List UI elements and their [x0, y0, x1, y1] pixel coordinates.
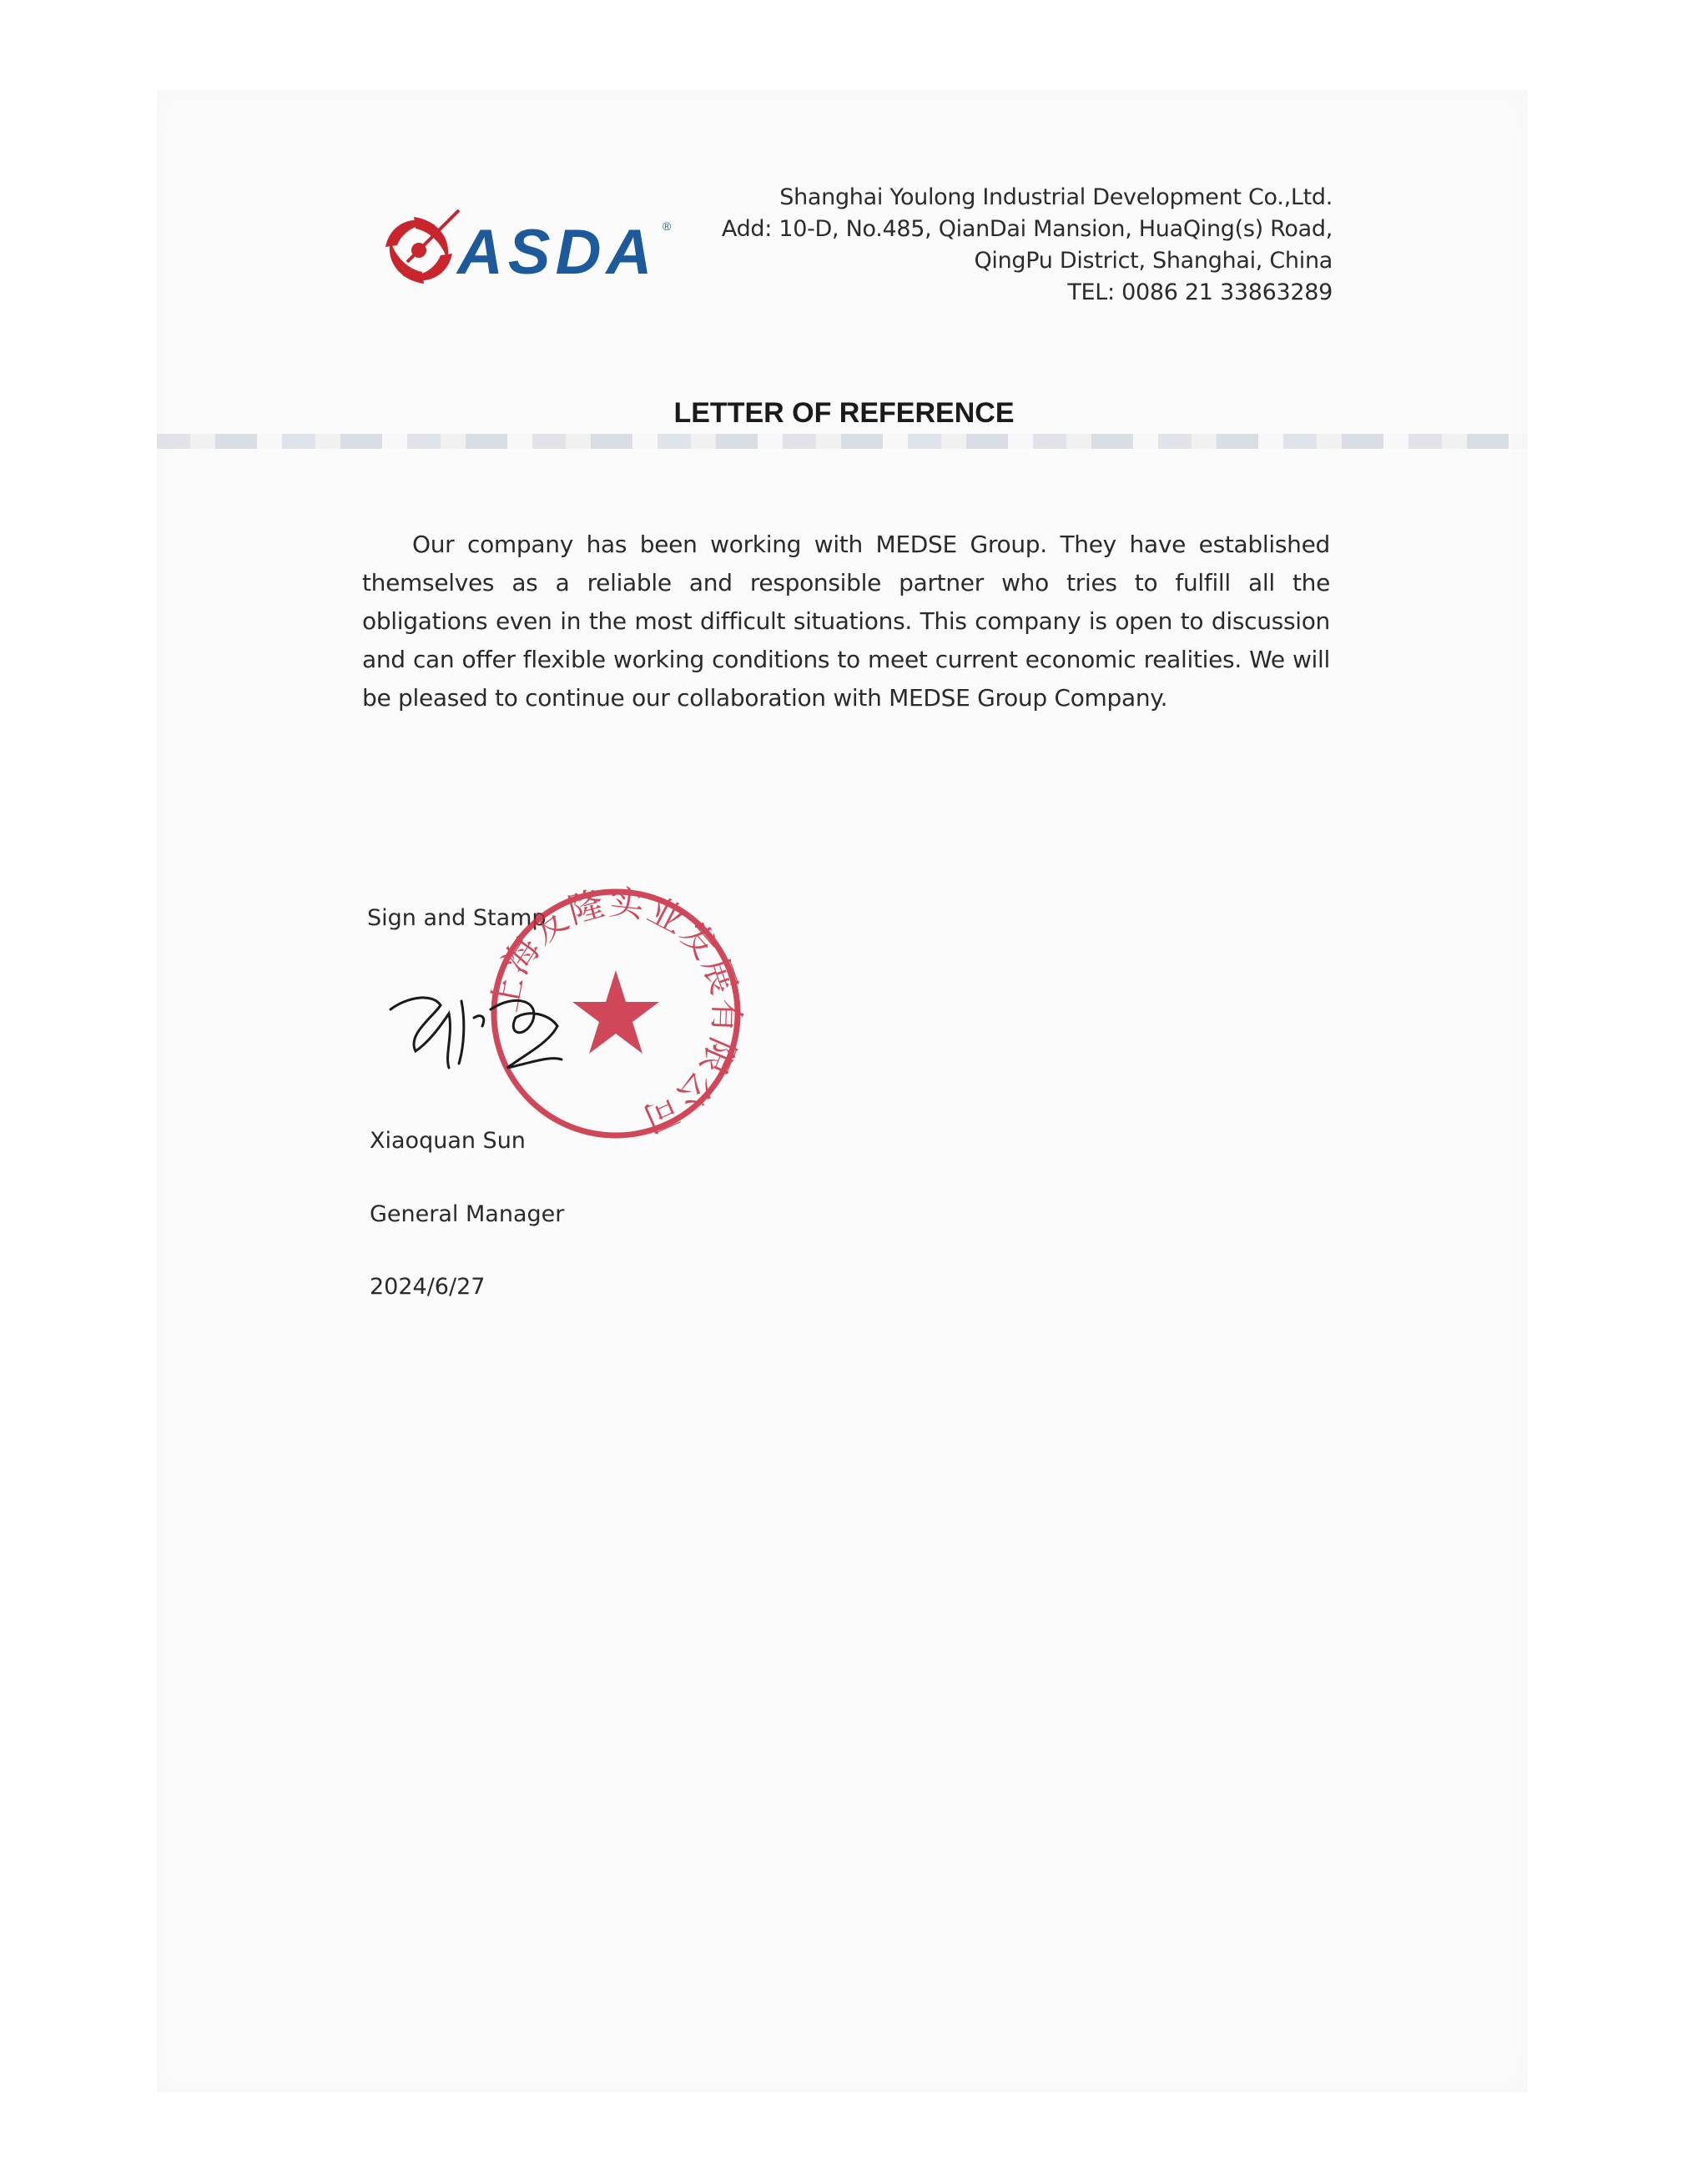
signer-position: General Manager	[370, 1201, 565, 1227]
company-logo	[375, 200, 676, 300]
signature-date: 2024/6/27	[370, 1274, 486, 1300]
header-divider-stripe	[157, 434, 1528, 449]
asda-swirl-logo-icon	[375, 200, 676, 300]
company-header	[722, 182, 1333, 309]
company-address-line1: Add: 10-D, No.485, QianDai Mansion, HuaQing(s) Road,	[721, 216, 1333, 242]
signer-name: Xiaoquan Sun	[370, 1128, 526, 1154]
letter-body: Our company has been working with MEDSE Group. They have established themselves as a reliable and responsible partner who tries to fulfill all the obligations even in the most difficult situations. This company is open to discussion and can offer flexible working conditions to meet current economic realities. We will be pleased to continue our collaboration with MEDSE Group Company.	[362, 531, 1330, 712]
logo-wordmark: ASDA	[457, 217, 658, 288]
company-tel: TEL: 0086 21 33863289	[1067, 279, 1333, 305]
sign-and-stamp-label: Sign and Stamp	[367, 905, 547, 931]
letter-title: LETTER OF REFERENCE	[673, 397, 1015, 429]
paper-sheet	[157, 90, 1528, 2092]
handwritten-signature	[382, 976, 599, 1093]
seal-text: 上海友隆实业发展有限公司	[483, 881, 748, 1141]
company-name: Shanghai Youlong Industrial Development Co.,Ltd.	[779, 184, 1333, 210]
registered-mark: ®	[663, 219, 672, 233]
company-address-line2: QingPu District, Shanghai, China	[974, 248, 1333, 274]
